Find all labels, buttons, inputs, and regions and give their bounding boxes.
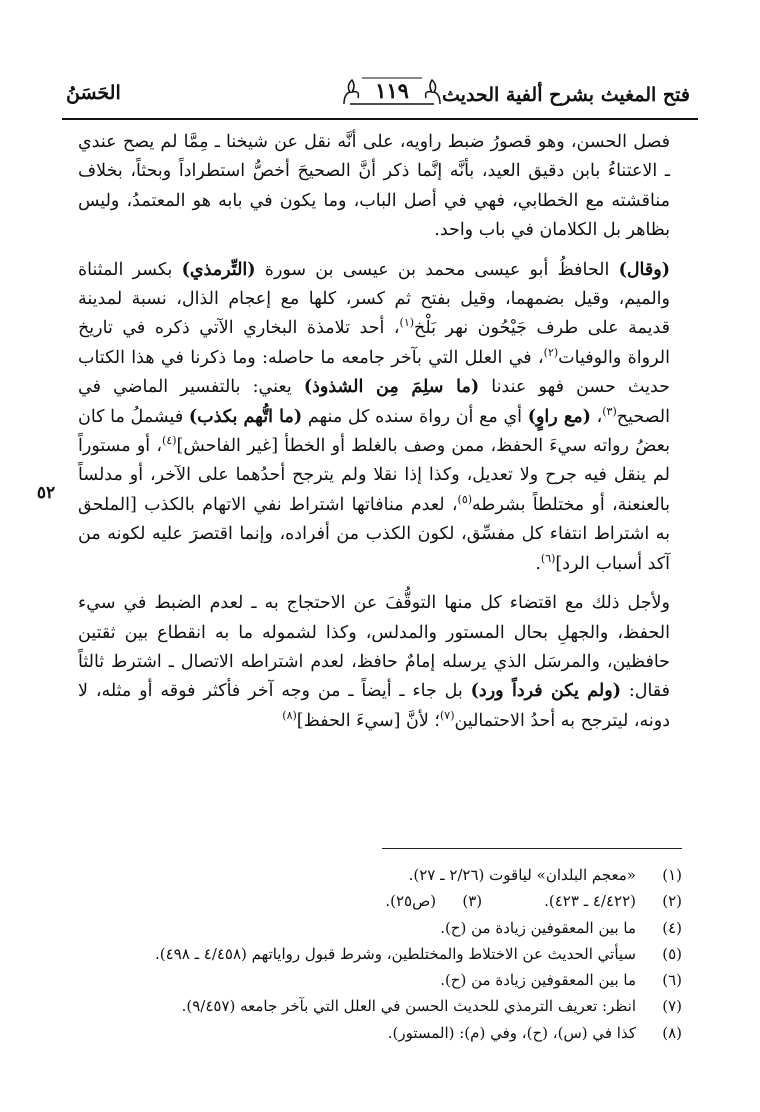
footnote-ref: (٢) bbox=[543, 346, 559, 360]
matn-quote: (مع راوٍ) bbox=[527, 406, 591, 427]
text-run: بل جاء ـ أيضاً ـ من وجه آخر فأكثر فوقه أو مثله، لا دونه، ليترجح به أحدُ الاحتمالين bbox=[78, 681, 670, 731]
text-run: ، bbox=[590, 406, 603, 427]
footnote-number: (٧) bbox=[662, 997, 682, 1016]
footnote-line bbox=[78, 862, 682, 888]
matn-quote: (ما اتُّهم بكذب) bbox=[188, 406, 303, 427]
footnote-ref: (١) bbox=[399, 316, 415, 330]
footnote-text: كذا في (س)، (ح)، وفي (م): (المستور). bbox=[387, 1023, 636, 1042]
footnote-number: (٦) bbox=[662, 971, 682, 990]
footnote-ref: (٥) bbox=[457, 493, 473, 507]
matn-quote: (التِّرمذي) bbox=[181, 259, 256, 280]
text-run: ، أو مستوراً لم ينقل فيه جرح ولا تعديل، وكذا إذا نقلا ولم يترجح أحدُهما على الآخر، أو مدلساً بالعنعنة، أو مختلطاً بشرطه bbox=[78, 436, 670, 515]
main-text bbox=[78, 128, 670, 736]
paragraph bbox=[78, 256, 670, 579]
text-run: ، لعدم منافاتها اشتراط نفي الاتهام بالكذب [الملحق به اشتراط انتفاء كل مفسِّق، لكون الكذب من أفراده، وإنما اقتصرَ عليه لكونه من آكد أسباب الرد] bbox=[78, 494, 670, 574]
footnote-line bbox=[78, 1020, 682, 1046]
footnote-number: (٨) bbox=[662, 1023, 682, 1042]
footnote-ref: (٤) bbox=[162, 434, 177, 448]
footnote-text: (ص٢٥). bbox=[385, 892, 437, 911]
paragraph bbox=[78, 128, 670, 246]
footnote-text: انظر: تعريف الترمذي للحديث الحسن في العلل التي بآخر جامعه (٩/٤٥٧). bbox=[181, 997, 636, 1016]
margin-number: ٥٢ bbox=[36, 483, 56, 503]
footnote-number: (٥) bbox=[662, 944, 682, 963]
footnote-number: (٤) bbox=[662, 918, 682, 937]
footnote-line bbox=[78, 888, 682, 914]
footnote-number: (١) bbox=[662, 866, 682, 884]
text-run: يعني: بالتفسير الماضي في الصحيح bbox=[78, 377, 670, 427]
spacer bbox=[498, 888, 528, 914]
text-run: أي مع أن رواة سنده كل منهم bbox=[302, 406, 528, 427]
text-run: الحافظُ أبو عيسى محمد بن عيسى بن سورة bbox=[255, 259, 619, 280]
footnote-ref: (٧) bbox=[439, 708, 455, 722]
footnote-line bbox=[78, 967, 682, 993]
matn-quote: (ما سلِمَ مِن الشذوذ) bbox=[303, 377, 480, 398]
book-title: فتح المغيث بشرح ألفية الحديث bbox=[442, 84, 690, 106]
matn-quote: (وقال) bbox=[618, 259, 670, 280]
page-header bbox=[62, 74, 698, 118]
footnote-text: ما بين المعقوفين زيادة من (ح). bbox=[440, 918, 636, 937]
text-run: فصل الحسن، وهو قصورُ ضبط راويه، على أنَّه نقل عن شيخنا ـ مِمَّا لم يصح عندي ـ الاعتناءُ بابن دقيق العيد، بأنَّه إنَّما ذكر أنَّ الصحيحَ أخصُّ استطراداً وبحثاً، بخلاف مناقشته مع الخطابي، فهي في أصل الباب، وما يكون في بابه هو المعتمدُ، وليس بظاهر بل الكلامان في باب واحد. bbox=[78, 132, 670, 241]
footnote-rule bbox=[382, 848, 682, 849]
header-rule bbox=[62, 118, 698, 120]
text-run: فيشملُ ما كان بعضُ رواته سيءَ الحفظ، ممن وصف بالغلط أو الخطأ [غير الفاحش] bbox=[78, 406, 670, 457]
footnote-line bbox=[78, 993, 682, 1019]
section-title: الحَسَنُ bbox=[66, 82, 121, 104]
text-run: ؛ لأنَّ [سيءَ الحفظ] bbox=[296, 710, 440, 731]
text-run: بكسر المثناة والميم، وقيل بضمهما، وقيل بفتح ثم كسر، كلها مع إعجام الذال، نسبة لمدينة قديمة على طرف جَيْحُون نهر بَلْخ bbox=[78, 259, 670, 339]
footnote-line bbox=[78, 941, 682, 967]
footnote-line bbox=[78, 915, 682, 941]
footnote-number: (٢) bbox=[662, 892, 682, 911]
footnote-number: (٣) bbox=[462, 892, 483, 911]
footnote-ref: (٣) bbox=[602, 404, 617, 418]
text-run: . bbox=[535, 553, 541, 574]
footnote-text: ما بين المعقوفين زيادة من (ح). bbox=[440, 971, 636, 990]
text-run: ولأجل ذلك مع اقتضاء كل منها التوقُّفَ عن الاحتجاج به ـ لعدم الضبط في سيء الحفظ، والجهلِ بحال المستور والمدلس، وكذا لشموله ما به انقطاع بين ثقتين حافظين، والمرسَل الذي يرسله إمامٌ حافظ، لعدم اشتراطه الاتصال ـ اشترط ثالثاً فقال: bbox=[78, 593, 670, 702]
footnote-text: «معجم البلدان» لياقوت (٢/٢٦ ـ ٢٧). bbox=[408, 866, 636, 884]
page-number: ١١٩ bbox=[375, 78, 409, 103]
footnotes bbox=[78, 862, 682, 1046]
matn-quote: (ولم يكن فرداً ورد) bbox=[470, 681, 621, 702]
footnote-text: سيأتي الحديث عن الاختلاط والمختلطين، وشرط قبول رواياتهم (٤/٤٥٨ ـ ٤٩٨). bbox=[155, 944, 636, 963]
paragraph bbox=[78, 589, 670, 736]
text-run: ، في العلل التي بآخر جامعه ما حاصله: وما ذكرنا في هذا الكتاب حديث حسن فهو عندنا bbox=[78, 347, 670, 398]
footnote-text: (٤/٤٢٢ ـ ٤٢٣). bbox=[544, 892, 636, 911]
footnote-ref: (٨) bbox=[282, 708, 297, 722]
footnote-ref: (٦) bbox=[540, 551, 556, 565]
page-number-frame bbox=[340, 74, 444, 108]
text-run: ، أحد تلامذة البخاري الآتي ذكره في تاريخ الرواة والوفيات bbox=[78, 318, 670, 368]
